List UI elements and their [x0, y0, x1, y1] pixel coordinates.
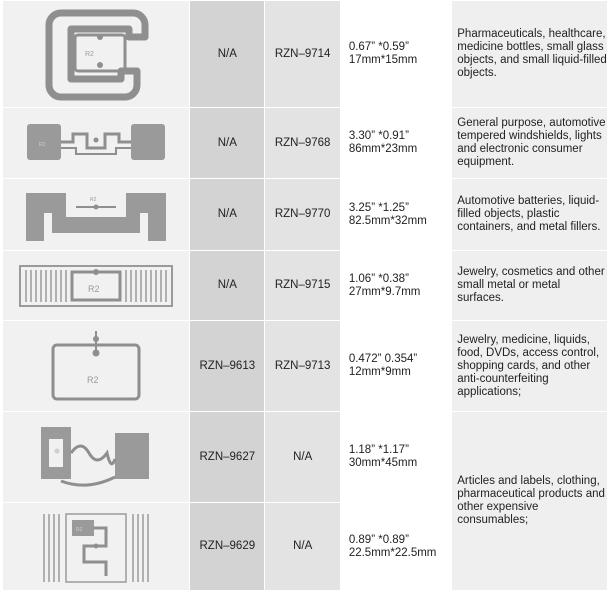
dimension-inches: 0.89” *0.89”	[348, 533, 409, 546]
svg-text:R2: R2	[85, 51, 95, 58]
model-a-cell: N/A	[190, 108, 265, 179]
image-cell	[3, 321, 190, 412]
dimension-mm: 82.5mm*32mm	[348, 214, 427, 227]
rfid-spec-table	[2, 0, 608, 591]
rfid-inlay-9770-icon	[16, 183, 176, 247]
applications-cell: General purpose, automotive tempered windshields, lights and electronic consumer equipment.	[452, 108, 608, 179]
model-a-cell: RZN–9629	[190, 503, 265, 591]
model-b-cell: RZN–9714	[265, 1, 340, 108]
svg-text:R2: R2	[90, 196, 97, 203]
table-row	[3, 1, 608, 108]
model-a-cell: RZN–9613	[190, 321, 265, 412]
dimension-cell	[340, 1, 451, 108]
table-row	[3, 321, 608, 412]
rfid-inlay-9629-icon	[36, 506, 156, 588]
rfid-inlay-9768-icon	[21, 118, 171, 168]
dimension-mm: 86mm*23mm	[348, 143, 418, 155]
dimension-inches: 1.06” *0.38”	[348, 272, 409, 285]
svg-text:R2: R2	[87, 375, 99, 385]
table-row	[3, 412, 608, 503]
model-a-cell: RZN–9627	[190, 412, 265, 503]
dimension-cell	[340, 251, 451, 321]
svg-text:R2: R2	[88, 283, 100, 294]
applications-cell: Automotive batteries, liquid-filled objects, plastic containers, and metal fillers.	[452, 179, 608, 251]
applications-cell: Pharmaceuticals, healthcare, medicine bottles, small glass objects, and small liquid-filled objects.	[452, 1, 608, 108]
image-cell	[3, 179, 190, 251]
dimension-cell	[340, 321, 451, 412]
table-row	[3, 251, 608, 321]
model-b-cell: RZN–9713	[265, 321, 340, 412]
model-b-cell: RZN–9768	[265, 108, 340, 179]
image-cell	[3, 108, 190, 179]
dimension-mm: 27mm*9.7mm	[348, 285, 421, 298]
rfid-inlay-9627-icon	[31, 419, 161, 495]
image-cell	[3, 412, 190, 503]
dimension-inches: 3.25” *1.25”	[348, 201, 409, 214]
dimension-mm: 22.5mm*22.5mm	[348, 546, 437, 559]
dimension-mm: 17mm*15mm	[348, 54, 418, 66]
dimension-cell	[340, 412, 451, 503]
model-b-cell: RZN–9770	[265, 179, 340, 251]
model-b-cell: RZN–9715	[265, 251, 340, 321]
dimension-cell	[340, 108, 451, 179]
dimension-mm: 30mm*45mm	[348, 457, 418, 469]
dimension-inches: 0.472” 0.354”	[348, 353, 418, 365]
image-cell	[3, 503, 190, 591]
svg-text:R2: R2	[76, 526, 83, 533]
dimension-inches: 3.30” *0.91”	[348, 130, 409, 142]
model-a-cell: N/A	[190, 251, 265, 321]
svg-text:R2: R2	[39, 142, 46, 148]
dimension-mm: 12mm*9mm	[348, 366, 411, 378]
model-a-cell: N/A	[190, 1, 265, 108]
rfid-inlay-9715-icon	[14, 258, 178, 314]
table-row	[3, 108, 608, 179]
applications-cell: Articles and labels, clothing, pharmaceutical products and other expensive consumables;	[452, 412, 608, 591]
dimension-cell	[340, 503, 451, 591]
model-b-cell: N/A	[265, 412, 340, 503]
image-cell	[3, 1, 190, 108]
image-cell	[3, 251, 190, 321]
rfid-inlay-9713-icon	[41, 327, 151, 405]
dimension-inches: 0.67” *0.59”	[348, 41, 409, 53]
dimension-inches: 1.18” *1.17”	[348, 444, 409, 456]
model-b-cell: N/A	[265, 503, 340, 591]
model-a-cell: N/A	[190, 179, 265, 251]
table-row	[3, 179, 608, 251]
applications-cell: Jewelry, medicine, liquids, food, DVDs, access control, shopping cards, and other anti-counterfeiting applications;	[452, 321, 608, 412]
applications-cell: Jewelry, cosmetics and other small metal or metal surfaces.	[452, 251, 608, 321]
rfid-inlay-9714-icon	[41, 5, 151, 103]
dimension-cell	[340, 179, 451, 251]
